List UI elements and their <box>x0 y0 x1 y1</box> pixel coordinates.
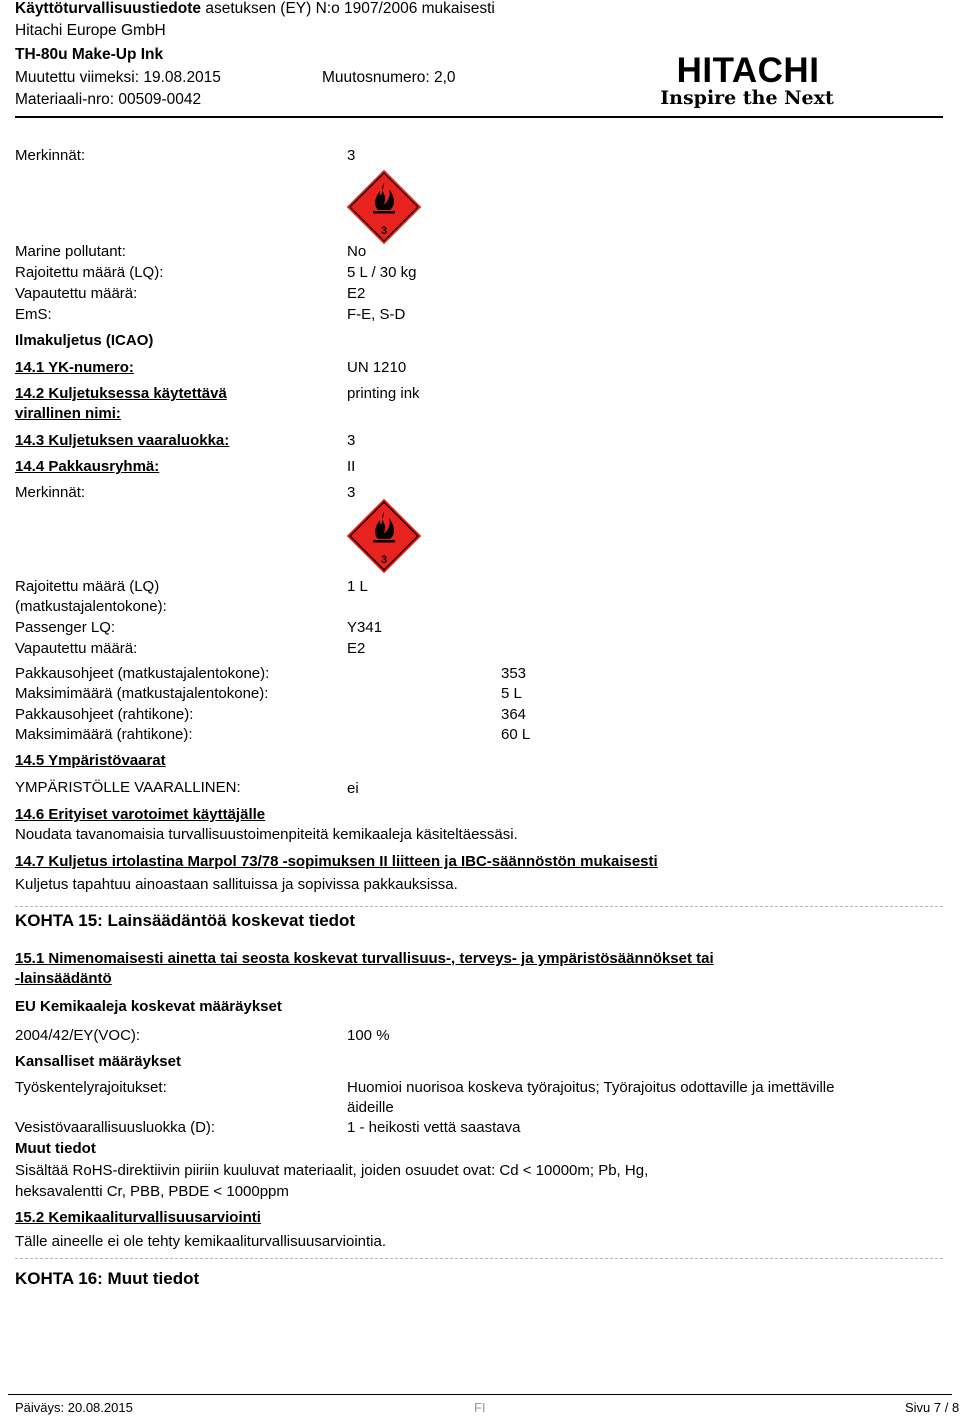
un-number-value: UN 1210 <box>347 359 407 376</box>
flammable-liquid-pictogram-air <box>344 496 424 576</box>
shipping-name-value: printing ink <box>347 385 420 402</box>
air-exempt-label: Vapautettu määrä: <box>15 640 138 657</box>
max-passenger-value: 5 L <box>501 685 522 702</box>
class-number: 3 <box>380 225 388 237</box>
ems-label: EmS: <box>15 306 52 323</box>
sea-markings-value: 3 <box>347 147 356 164</box>
water-hazard-value: 1 - heikosti vettä saastava <box>347 1119 521 1136</box>
sea-markings-label: Merkinnät: <box>15 147 86 164</box>
footer-language: FI <box>474 1400 486 1415</box>
shipping-name-label-2: virallinen nimi: <box>15 405 121 422</box>
header-rule <box>15 116 943 118</box>
max-cargo-label: Maksimimäärä (rahtikone): <box>15 726 193 743</box>
ems-value: F-E, S-D <box>347 306 406 323</box>
env-hazard-label: YMPÄRISTÖLLE VAARALLINEN: <box>15 779 241 796</box>
doc-title <box>15 0 495 19</box>
air-exempt-value: E2 <box>347 640 366 657</box>
marine-pollutant-label: Marine pollutant: <box>15 243 126 260</box>
sea-exempt-value: E2 <box>347 285 366 302</box>
work-restrictions-value-2: äideille <box>347 1099 394 1116</box>
logo-brand: HITACHI <box>676 51 820 90</box>
reg-subsection-title-2: -lainsäädäntö <box>15 970 112 987</box>
footer-date: Päiväys: 20.08.2015 <box>15 1400 133 1415</box>
hazard-class-value: 3 <box>347 432 356 449</box>
air-lq-label-2: (matkustajalentokone): <box>15 598 167 615</box>
chem-safety-title: 15.2 Kemikaaliturvallisuusarviointi <box>15 1209 261 1226</box>
packing-group-label: 14.4 Pakkausryhmä: <box>15 458 160 475</box>
product-name: TH-80u Make-Up Ink <box>15 46 164 63</box>
other-info-line-2: heksavalentti Cr, PBB, PBDE < 1000ppm <box>15 1183 289 1200</box>
env-hazards-title: 14.5 Ympäristövaarat <box>15 752 166 769</box>
max-cargo-value: 60 L <box>501 726 531 743</box>
max-passenger-label: Maksimimäärä (matkustajalentokone): <box>15 685 269 702</box>
bulk-transport-text: Kuljetus tapahtuu ainoastaan sallituissa ja sopivissa pakkauksissa. <box>15 876 458 893</box>
env-hazard-value: ei <box>347 780 359 797</box>
air-lq-label-1: Rajoitettu määrä (LQ) <box>15 578 160 595</box>
work-restrictions-value-1: Huomioi nuorisoa koskeva työrajoitus; Työrajoitus odottaville ja imettäville <box>347 1079 835 1096</box>
un-number-label: 14.1 YK-numero: <box>15 359 134 376</box>
section-divider <box>15 906 943 907</box>
voc-label: 2004/42/EY(VOC): <box>15 1027 141 1044</box>
footer-rule <box>8 1394 952 1395</box>
work-restrictions-label: Työskentelyrajoitukset: <box>15 1079 167 1096</box>
flammable-liquid-pictogram <box>344 167 424 247</box>
sea-exempt-label: Vapautettu määrä: <box>15 285 138 302</box>
chem-safety-text: Tälle aineelle ei ole tehty kemikaaliturvallisuusarviointia. <box>15 1233 387 1250</box>
precautions-title: 14.6 Erityiset varotoimet käyttäjälle <box>15 806 266 823</box>
shipping-name-label-1: 14.2 Kuljetuksessa käytettävä <box>15 385 227 402</box>
pi-passenger-label: Pakkausohjeet (matkustajalentokone): <box>15 665 270 682</box>
pi-cargo-label: Pakkausohjeet (rahtikone): <box>15 706 194 723</box>
air-lq-value: 1 L <box>347 578 368 595</box>
logo-tagline: Inspire the Next <box>660 87 834 109</box>
packing-group-value: II <box>347 458 356 475</box>
marine-pollutant-value: No <box>347 243 367 260</box>
class-number: 3 <box>380 554 388 566</box>
revision-number: Muutosnumero: 2,0 <box>322 69 456 86</box>
bulk-transport-title: 14.7 Kuljetus irtolastina Marpol 73/78 -sopimuksen II liitteen ja IBC-säännöstön mukaisesti <box>15 853 658 870</box>
section-15-title: KOHTA 15: Lainsäädäntöä koskevat tiedot <box>15 911 356 930</box>
precautions-text: Noudata tavanomaisia turvallisuustoimenpiteitä kemikaaleja käsiteltäessäsi. <box>15 826 518 843</box>
eu-regulations-title: EU Kemikaaleja koskevat määräykset <box>15 998 282 1015</box>
revised-date: Muutettu viimeksi: 19.08.2015 <box>15 69 221 86</box>
section-divider <box>15 1258 943 1259</box>
other-info-line-1: Sisältää RoHS-direktiivin piiriin kuuluvat materiaalit, joiden osuudet ovat: Cd < 10000m; Pb, Hg, <box>15 1162 649 1179</box>
doc-title-main: Käyttöturvallisuustiedote <box>15 0 202 17</box>
passenger-lq-label: Passenger LQ: <box>15 619 116 636</box>
national-regulations-title: Kansalliset määräykset <box>15 1053 181 1070</box>
hazard-class-label: 14.3 Kuljetuksen vaaraluokka: <box>15 432 230 449</box>
material-number: Materiaali-nro: 00509-0042 <box>15 91 202 108</box>
other-info-title: Muut tiedot <box>15 1140 96 1157</box>
reg-subsection-title-1: 15.1 Nimenomaisesti ainetta tai seosta koskevat turvallisuus-, terveys- ja ympäristösäännökset tai <box>15 950 714 967</box>
pi-cargo-value: 364 <box>501 706 527 723</box>
sea-lq-value: 5 L / 30 kg <box>347 264 417 281</box>
air-transport-title: Ilmakuljetus (ICAO) <box>15 332 154 349</box>
water-hazard-label: Vesistövaarallisuusluokka (D): <box>15 1119 216 1136</box>
pi-passenger-value: 353 <box>501 665 527 682</box>
passenger-lq-value: Y341 <box>347 619 383 636</box>
air-markings-value: 3 <box>347 484 356 501</box>
section-16-title: KOHTA 16: Muut tiedot <box>15 1269 200 1288</box>
voc-value: 100 % <box>347 1027 390 1044</box>
doc-title-suffix: asetuksen (EY) N:o 1907/2006 mukaisesti <box>205 0 495 17</box>
sea-lq-label: Rajoitettu määrä (LQ): <box>15 264 164 281</box>
company-name: Hitachi Europe GmbH <box>15 22 166 39</box>
hitachi-logo <box>640 50 850 110</box>
footer-page-number: Sivu 7 / 8 <box>905 1400 960 1415</box>
air-markings-label: Merkinnät: <box>15 484 86 501</box>
